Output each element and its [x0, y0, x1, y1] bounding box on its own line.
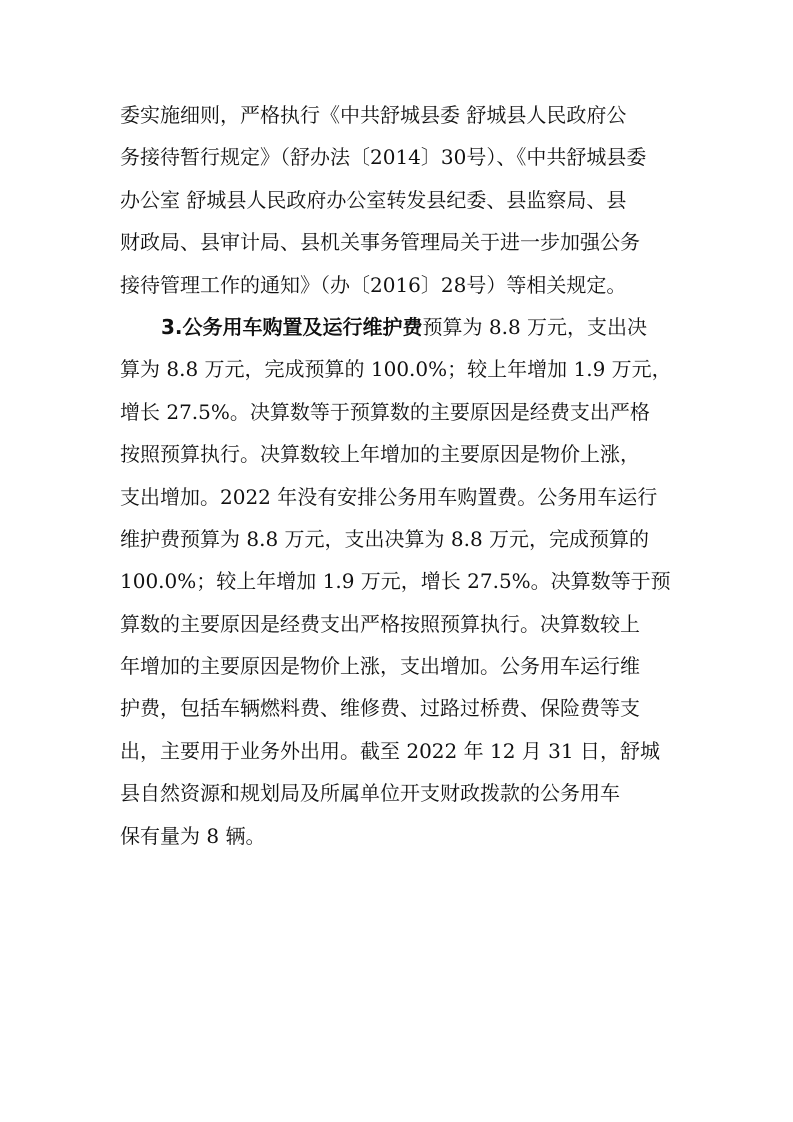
text-line: 务接待暂行规定》（舒办法〔2014〕30号）、《中共舒城县委 [120, 145, 647, 170]
text-line: 增长 27.5%。决算数等于预算数的主要原因是经费支出严格 [120, 399, 650, 424]
text-line: 财政局、县审计局、县机关事务管理局关于进一步加强公务 [120, 230, 640, 255]
text-line: 出，主要用于业务外出用。截至 2022 年 12 月 31 日，舒城 [120, 738, 660, 763]
text-line: 护费，包括车辆燃料费、维修费、过路过桥费、保险费等支 [120, 696, 640, 721]
text-line: 算数的主要原因是经费支出严格按照预算执行。决算数较上 [120, 611, 640, 636]
body-text [120, 94, 680, 857]
text-line: 维护费预算为 8.8 万元，支出决算为 8.8 万元，完成预算的 [120, 526, 650, 551]
text-line: 保有量为 8 辆。 [120, 823, 266, 848]
text-line: 年增加的主要原因是物价上涨，支出增加。公务用车运行维 [120, 654, 640, 679]
text-line: 办公室 舒城县人民政府办公室转发县纪委、县监察局、县 [120, 187, 627, 212]
text-line: 算为 8.8 万元，完成预算的 100.0%；较上年增加 1.9 万元， [120, 357, 672, 382]
section-3-text: 预算为 8.8 万元，支出决 [422, 314, 648, 339]
text-line: 委实施细则，严格执行《中共舒城县委 舒城县人民政府公 [120, 103, 627, 127]
text-line: 接待管理工作的通知》（办〔2016〕28号）等相关规定。 [120, 272, 627, 297]
section-3-heading: 3.公务用车购置及运行维护费 [161, 314, 423, 339]
text-line: 支出增加。2022 年没有安排公务用车购置费。公务用车运行 [120, 484, 658, 509]
text-line: 100.0%；较上年增加 1.9 万元，增长 27.5%。决算数等于预 [120, 569, 671, 594]
text-line: 县自然资源和规划局及所属单位开支财政拨款的公务用车 [120, 781, 620, 806]
section-3-first-line [120, 306, 680, 348]
text-line: 按照预算执行。决算数较上年增加的主要原因是物价上涨， [120, 442, 640, 467]
